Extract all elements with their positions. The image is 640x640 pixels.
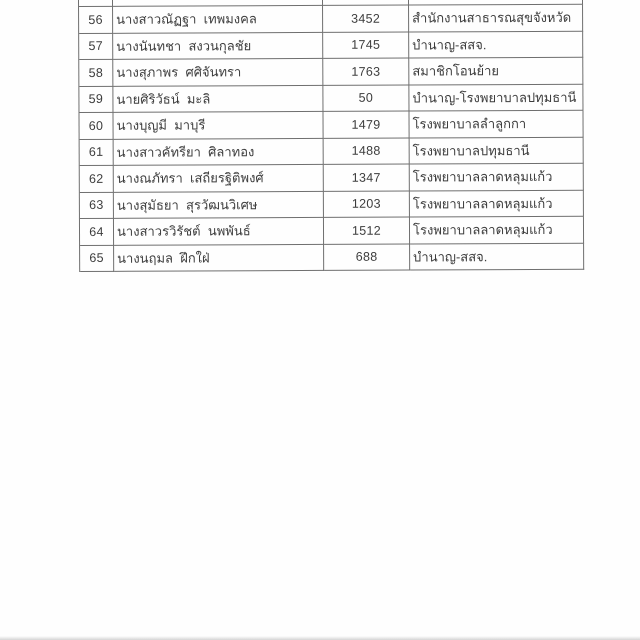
- table-row: [80, 217, 585, 246]
- affiliation-cell: โรงพยาบาลลาดหลุมแก้ว: [410, 164, 584, 191]
- table-row: [80, 243, 585, 272]
- member-number-cell: 1512: [324, 218, 410, 245]
- affiliation-cell: โรงพยาบาลปทุมธานี: [410, 137, 584, 164]
- name-cell: นางสาวคัทรียา ศิลาทอง: [114, 138, 324, 165]
- table-row: [80, 137, 585, 166]
- affiliation-cell: โรงพยาบาลลาดหลุมแก้ว: [410, 217, 584, 244]
- row-number-cell: 61: [80, 139, 114, 166]
- member-number-cell: 1347: [324, 165, 410, 192]
- member-number-cell: 3452: [323, 6, 409, 33]
- name-cell: นางนันทชา สงวนกุลชัย: [113, 32, 323, 59]
- name-cell: นางณภัทรา เสถียรฐิติพงศ์: [114, 165, 324, 192]
- name-cell: นางบุญมี มาบุรี: [113, 112, 323, 139]
- row-number-cell: 65: [80, 245, 114, 272]
- table-row: [79, 111, 584, 140]
- row-number-cell: 57: [79, 33, 113, 60]
- row-number-cell: 59: [79, 86, 113, 113]
- member-number-cell: 1203: [324, 191, 410, 218]
- row-number-cell: 62: [80, 166, 114, 193]
- name-cell: นางสาวรวิรัชต์ นพพันธ์: [114, 218, 324, 245]
- row-number-cell: 58: [79, 60, 113, 87]
- name-cell: นายศิริวัธน์ มะลิ: [113, 85, 323, 112]
- name-cell: นางนฤมล ฝึกใฝ่: [114, 244, 324, 271]
- affiliation-cell: บำนาญ-สสจ.: [410, 243, 584, 270]
- member-number-cell: 1488: [324, 138, 410, 165]
- table-row: [79, 58, 584, 87]
- table-row: [79, 84, 584, 113]
- name-cell: นางสุภาพร ศศิจันทรา: [113, 59, 323, 86]
- table-row: [79, 5, 584, 34]
- affiliation-cell: บำนาญ-โรงพยาบาลปทุมธานี: [409, 84, 583, 111]
- affiliation-cell: โรงพยาบาลลำลูกกา: [409, 111, 583, 138]
- member-number-cell: 1745: [323, 32, 409, 59]
- affiliation-cell: โรงพยาบาลลาดหลุมแก้ว: [410, 190, 584, 217]
- table-rows: [79, 5, 585, 272]
- affiliation-cell: บำนาญ-สสจ.: [409, 31, 583, 58]
- affiliation-cell: สำนักงานสาธารณสุขจังหวัด: [409, 5, 583, 32]
- row-number-cell: 60: [79, 113, 113, 140]
- table-row: [80, 190, 585, 219]
- name-cell: นางสุมัธยา สุรวัฒนวิเศษ: [114, 191, 324, 218]
- member-table: [78, 0, 585, 272]
- member-number-cell: 1479: [323, 112, 409, 139]
- page-bottom-shadow: [0, 636, 640, 640]
- table-row: [79, 31, 584, 60]
- row-number-cell: 63: [80, 192, 114, 219]
- table-row: [80, 164, 585, 193]
- member-number-cell: 1763: [323, 59, 409, 86]
- affiliation-cell: สมาชิกโอนย้าย: [409, 58, 583, 85]
- row-number-cell: 56: [79, 7, 113, 34]
- member-number-cell: 688: [324, 244, 410, 271]
- row-number-cell: 64: [80, 219, 114, 246]
- member-number-cell: 50: [323, 85, 409, 112]
- name-cell: นางสาวณัฏฐา เทพมงคล: [113, 6, 323, 33]
